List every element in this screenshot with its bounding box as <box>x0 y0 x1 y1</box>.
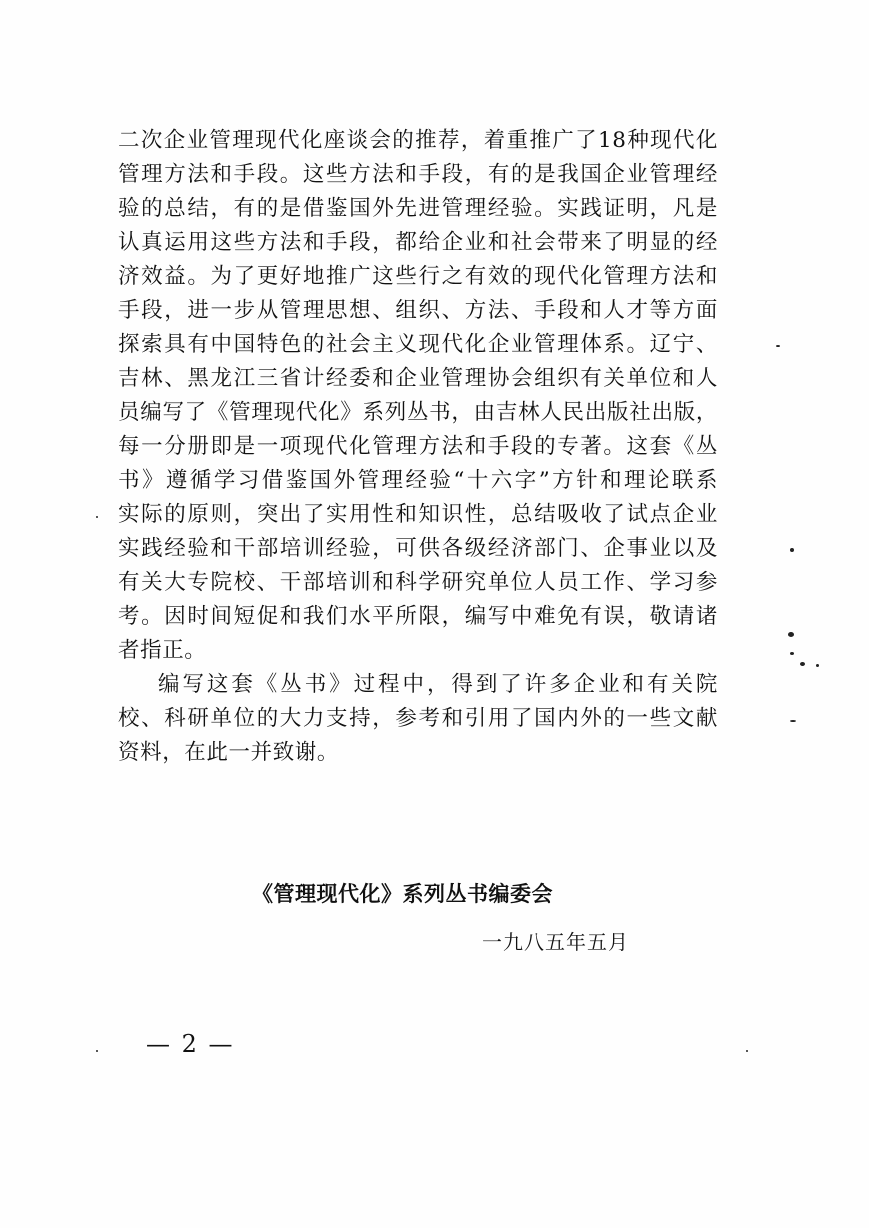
scan-speck <box>800 662 805 666</box>
scan-speck <box>96 516 98 518</box>
body-line-8: 吉林、黑龙江三省计经委和企业管理协会组织有关单位和人 <box>118 366 718 391</box>
body-line-11: 书》遵循学习借鉴国外管理经验“十六字”方针和理论联系 <box>118 468 718 493</box>
scan-speck <box>788 632 794 637</box>
body-line-16: 者指正。 <box>118 638 207 663</box>
scan-speck <box>776 345 780 347</box>
scan-speck <box>790 720 796 722</box>
body-line-12: 实际的原则，突出了实用性和知识性，总结吸收了试点企业 <box>118 502 718 527</box>
body-line-14: 有关大专院校、干部培训和科学研究单位人员工作、学习参 <box>118 570 718 595</box>
page-number: — 2 — <box>146 1030 235 1058</box>
body-line-15: 考。因时间短促和我们水平所限，编写中难免有误，敬请诸 <box>118 604 718 629</box>
body-line-4: 认真运用这些方法和手段，都给企业和社会带来了明显的经 <box>118 230 718 255</box>
body-line-10: 每一分册即是一项现代化管理方法和手段的专著。这套《丛 <box>118 434 718 459</box>
editorial-board-signature: 《管理现代化》系列丛书编委会 <box>252 882 553 906</box>
body-line-7: 探索具有中国特色的社会主义现代化企业管理体系。辽宁、 <box>118 332 718 357</box>
signature-date: 一九八五年五月 <box>482 930 629 954</box>
body-line-18: 校、科研单位的大力支持，参考和引用了国内外的一些文献 <box>118 706 718 731</box>
scan-speck <box>746 1050 748 1052</box>
scan-speck <box>790 652 794 655</box>
body-line-3: 验的总结，有的是借鉴国外先进管理经验。实践证明，凡是 <box>118 196 718 221</box>
body-line-9: 员编写了《管理现代化》系列丛书，由吉林人民出版社出版， <box>118 400 718 425</box>
body-line-17: 编写这套《丛书》过程中，得到了许多企业和有关院 <box>158 672 718 697</box>
body-line-2: 管理方法和手段。这些方法和手段，有的是我国企业管理经 <box>118 162 718 187</box>
body-line-5: 济效益。为了更好地推广这些行之有效的现代化管理方法和 <box>118 264 718 289</box>
body-line-19: 资料，在此一并致谢。 <box>118 740 340 765</box>
body-line-6: 手段，进一步从管理思想、组织、方法、手段和人才等方面 <box>118 298 718 323</box>
scan-speck <box>790 548 794 552</box>
scan-speck <box>816 664 819 667</box>
body-line-1: 二次企业管理现代化座谈会的推荐，着重推广了18种现代化 <box>118 128 718 153</box>
body-line-13: 实践经验和干部培训经验，可供各级经济部门、企事业以及 <box>118 536 718 561</box>
scan-speck <box>96 1050 98 1052</box>
